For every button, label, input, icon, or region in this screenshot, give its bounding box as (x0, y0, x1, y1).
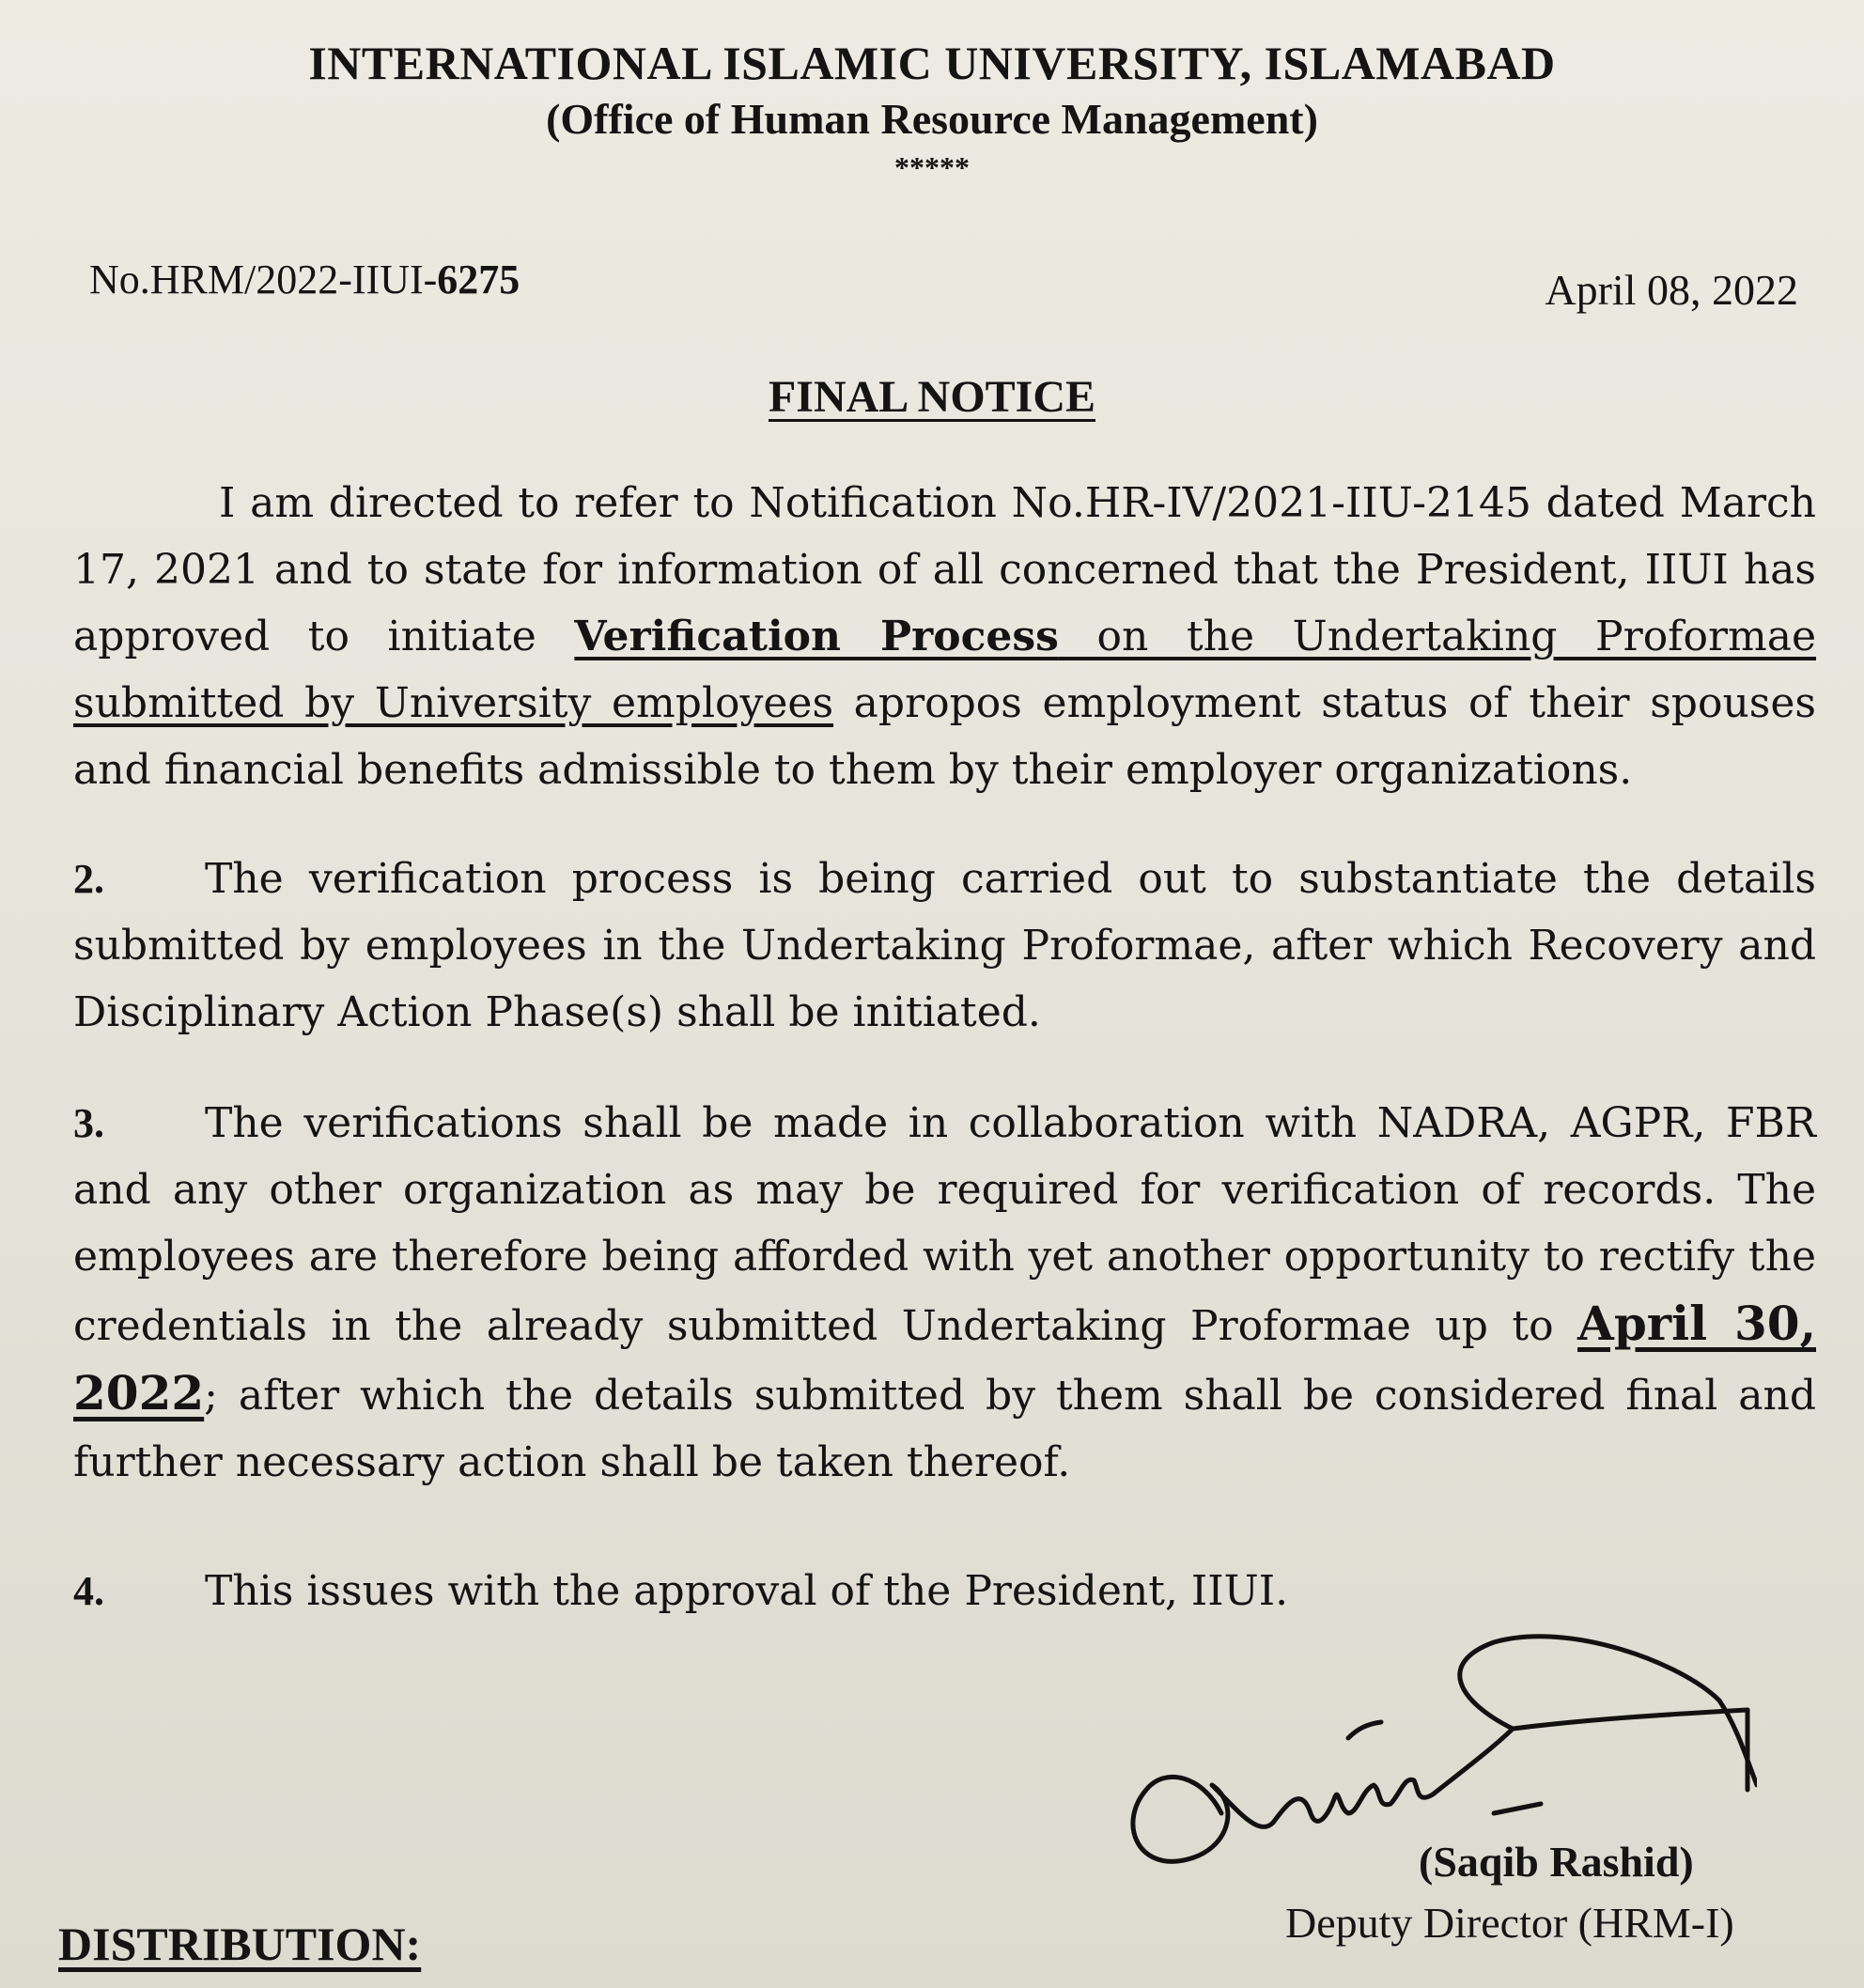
paragraph-1-underlined: on the Undertaking Proformae submitted by University employees (73, 613, 1816, 727)
header-separator: ***** (894, 150, 970, 184)
reference-prefix: No.HRM/2022-IIUI- (89, 256, 438, 303)
verification-process-emphasis: Verification Process (574, 613, 1059, 660)
paragraph-4 (73, 1558, 1816, 1624)
paragraph-4-number: 4. (73, 1568, 104, 1614)
signatory-designation: Deputy Director (HRM-I) (1285, 1899, 1734, 1947)
paragraph-1-rest: apropos employment status of their spouses and financial benefits admissible to them by their employer organizations. (73, 679, 1816, 794)
university-name: INTERNATIONAL ISLAMIC UNIVERSITY, ISLAMABAD (308, 37, 1556, 89)
paragraph-2 (73, 846, 1816, 1046)
deadline-date: April 30, 2022 (73, 1296, 1816, 1421)
distribution-label: DISTRIBUTION: (58, 1918, 422, 1970)
paragraph-2-number: 2. (73, 856, 104, 902)
paragraph-3-rest: ; after which the details submitted by them shall be considered final and further necessary action shall be taken thereof. (73, 1372, 1816, 1486)
office-name: (Office of Human Resource Management) (546, 95, 1318, 143)
notice-title-text: FINAL NOTICE (768, 372, 1096, 422)
reference-serial: 6275 (437, 256, 520, 303)
paragraph-4-text: This issues with the approval of the President, IIUI. (205, 1567, 1289, 1615)
paragraph-2-text: The verification process is being carried out to substantiate the details submitted by employees in the Undertaking Proformae, after which Recovery and Disciplinary Action Phase(s) shall be initiated. (73, 855, 1816, 1036)
paragraph-1 (73, 470, 1816, 803)
paragraph-3 (73, 1090, 1816, 1496)
signatory-name: (Saqib Rashid) (1419, 1838, 1694, 1886)
notice-date: April 08, 2022 (1545, 266, 1798, 314)
reference-number (89, 256, 520, 303)
notice-title (0, 371, 1864, 423)
paragraph-3-number: 3. (73, 1100, 104, 1146)
paragraph-1-intro: I am directed to refer to Notification No.HR-IV/2021-IIU-2145 dated March 17, 2021 and to state for information of all concerned that the President, IIUI has approved to initiate (73, 479, 1816, 660)
paragraph-3-text: The verifications shall be made in collaboration with NADRA, AGPR, FBR and any other organization as may be required for verification of records. The employees are therefore being afforded with yet another opportunity to rectify the credentials in the already submitted Undertaking Proformae up to (73, 1099, 1816, 1350)
